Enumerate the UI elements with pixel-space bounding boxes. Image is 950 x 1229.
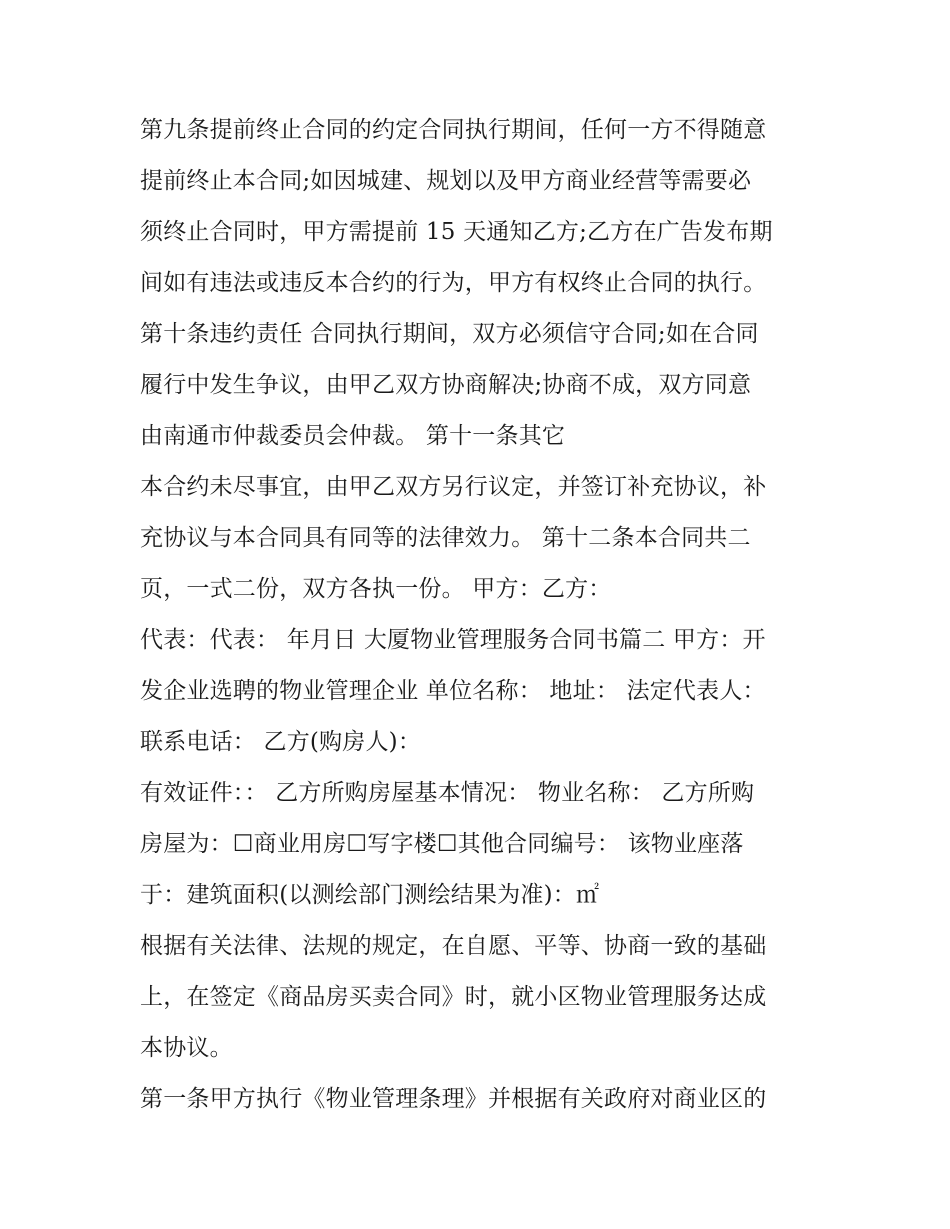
text-line: 本合约未尽事宜，由甲乙双方另行议定，并签订补充协议，补 (140, 474, 767, 500)
text-line: 上，在签定《商品房买卖合同》时，就小区物业管理服务达成 (140, 984, 767, 1010)
text-line: 提前终止本合同;如因城建、规划以及甲方商业经营等需要必 (140, 168, 752, 194)
text-line: 根据有关法律、法规的规定，在自愿、平等、协商一致的基础 (140, 933, 767, 959)
text-line: 第一条甲方执行《物业管理条理》并根据有关政府对商业区的 (140, 1086, 767, 1112)
text-line: 代表：代表： 年月日 大厦物业管理服务合同书篇二 甲方：开 (140, 627, 766, 653)
text-line: 页，一式二份，双方各执一份。 甲方：乙方： (140, 576, 612, 602)
text-line: 第十条违约责任 合同执行期间，双方必须信守合同;如在合同 (140, 321, 759, 347)
text-line: 有效证件：： 乙方所购房屋基本情况： 物业名称： 乙方所购 (140, 780, 755, 806)
text-line: 联系电话： 乙方(购房人)： (140, 729, 422, 755)
text-line: 房屋为：☐商业用房☐写字楼☐其他合同编号： 该物业座落 (140, 831, 744, 857)
text-line: 第九条提前终止合同的约定合同执行期间，任何一方不得随意 (140, 117, 767, 143)
text-line: 于：建筑面积(以测绘部门测绘结果为准)：㎡ (140, 882, 600, 908)
text-line: 履行中发生争议，由甲乙双方协商解决;协商不成，双方同意 (140, 372, 752, 398)
text-line: 充协议与本合同具有同等的法律效力。 第十二条本合同共二 (140, 525, 751, 551)
text-line: 间如有违法或违反本合约的行为，甲方有权终止合同的执行。 (140, 270, 767, 296)
contract-text (140, 110, 820, 1130)
text-line: 发企业选聘的物业管理企业 单位名称： 地址： 法定代表人： (140, 678, 766, 704)
text-line: 由南通市仲裁委员会仲裁。 第十一条其它 (140, 423, 566, 449)
text-line: 本协议。 (140, 1035, 233, 1061)
text-line: 须终止合同时，甲方需提前 15 天通知乙方;乙方在广告发布期 (140, 219, 773, 245)
